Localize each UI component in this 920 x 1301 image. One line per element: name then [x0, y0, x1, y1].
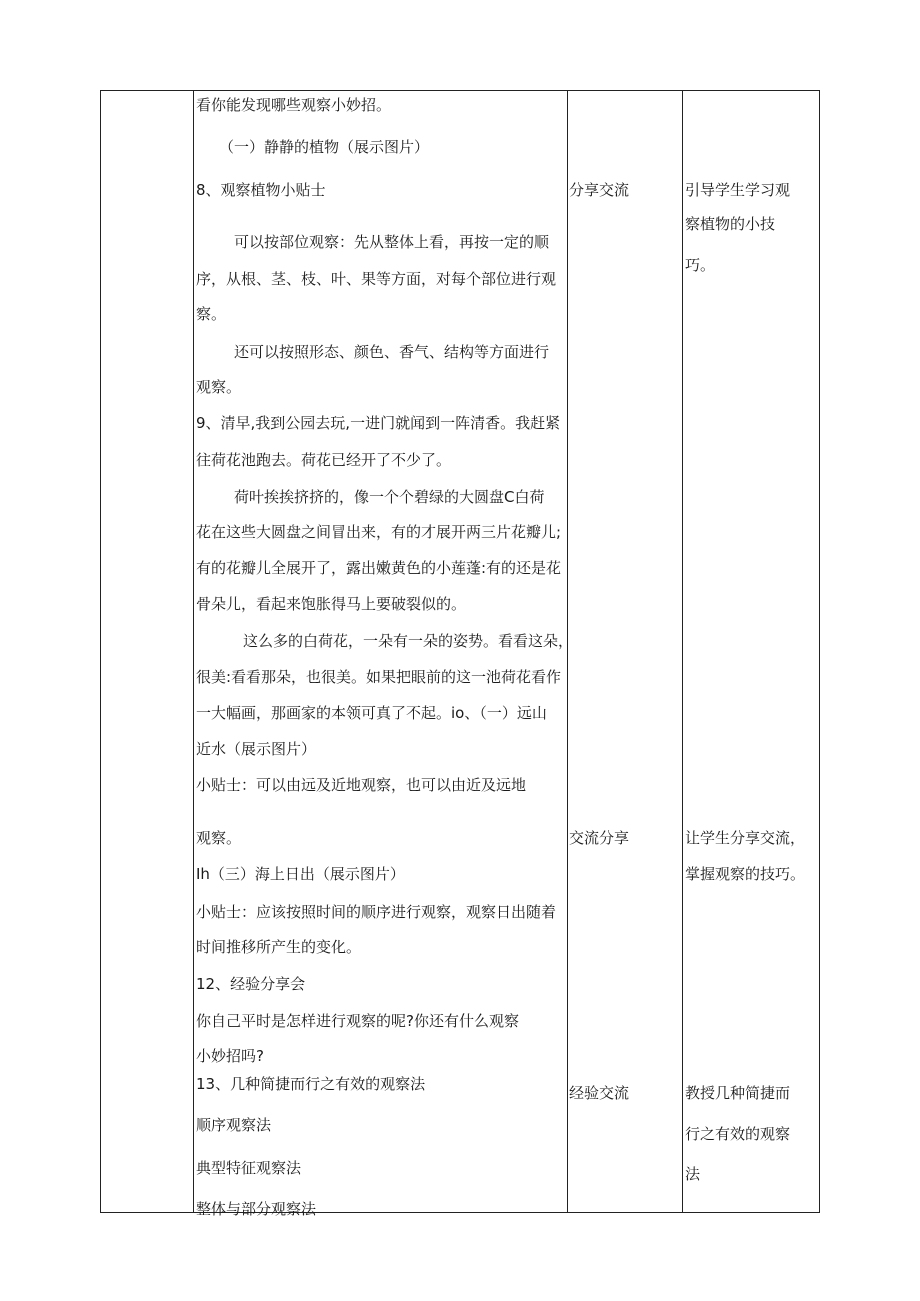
text-line: 观察。 — [196, 378, 242, 396]
design-intent: 法 — [685, 1165, 701, 1183]
text-line: 还可以按照形态、颜色、香气、结构等方面进行 — [234, 343, 550, 361]
column-divider-2 — [567, 90, 568, 1213]
text-line: 看你能发现哪些观察小妙招。 — [196, 96, 392, 114]
column-divider-1 — [193, 90, 194, 1213]
student-activity: 分享交流 — [569, 181, 630, 199]
text-line: 往荷花池跑去。荷花已经开了不少了。 — [196, 451, 452, 469]
text-line: 可以按部位观察：先从整体上看，再按一定的顺 — [234, 233, 550, 251]
text-line: 9、清早,我到公园去玩,一进门就闻到一阵清香。我赶紧 — [196, 414, 561, 432]
text-line: 察。 — [196, 305, 227, 323]
section-heading: （一）静静的植物（展示图片） — [219, 138, 430, 156]
text-line: 序，从根、茎、枝、叶、果等方面，对每个部位进行观 — [196, 270, 557, 288]
student-activity: 交流分享 — [569, 829, 630, 847]
design-intent: 教授几种简捷而 — [685, 1084, 791, 1102]
text-line: 整体与部分观察法 — [196, 1200, 317, 1218]
text-line: 这么多的白荷花，一朵有一朵的姿势。看看这朵， — [243, 632, 574, 650]
text-line: 顺序观察法 — [196, 1116, 272, 1134]
text-line: 骨朵儿，看起来饱胀得马上要破裂似的。 — [196, 595, 467, 613]
section-heading: 8、观察植物小贴士 — [196, 181, 326, 199]
design-intent: 行之有效的观察 — [685, 1125, 791, 1143]
design-intent: 掌握观察的技巧。 — [685, 865, 806, 883]
text-line: 小妙招吗? — [196, 1047, 264, 1065]
section-heading: Ih（三）海上日出（展示图片） — [196, 865, 405, 883]
text-line: 很美:看看那朵，也很美。如果把眼前的这一池荷花看作 — [196, 668, 562, 686]
design-intent: 引导学生学习观 — [685, 181, 791, 199]
text-line: 花在这些大圆盘之间冒出来，有的才展开两三片花瓣儿; — [196, 523, 562, 541]
text-line: 小贴士：可以由远及近地观察，也可以由近及远地 — [196, 776, 527, 794]
column-divider-3 — [682, 90, 683, 1213]
section-heading: 13、几种简捷而行之有效的观察法 — [196, 1075, 426, 1093]
text-line: 一大幅画，那画家的本领可真了不起。io、（一）远山 — [196, 704, 547, 722]
text-line: 近水（展示图片） — [196, 740, 317, 758]
text-line: 荷叶挨挨挤挤的，像一个个碧绿的大圆盘C白荷 — [234, 488, 545, 506]
text-line: 典型特征观察法 — [196, 1159, 302, 1177]
text-line: 你自己平时是怎样进行观察的呢?你还有什么观察 — [196, 1012, 519, 1030]
design-intent: 巧。 — [685, 256, 716, 274]
design-intent: 让学生分享交流， — [685, 829, 806, 847]
text-line: 有的花瓣儿全展开了，露出嫩黄色的小莲蓬:有的还是花 — [196, 559, 562, 577]
text-line: 观察。 — [196, 829, 242, 847]
text-line: 时间推移所产生的变化。 — [196, 938, 362, 956]
design-intent: 察植物的小技 — [685, 215, 776, 233]
section-heading: 12、经验分享会 — [196, 975, 306, 993]
student-activity: 经验交流 — [569, 1084, 630, 1102]
text-line: 小贴士：应该按照时间的顺序进行观察，观察日出随着 — [196, 903, 557, 921]
